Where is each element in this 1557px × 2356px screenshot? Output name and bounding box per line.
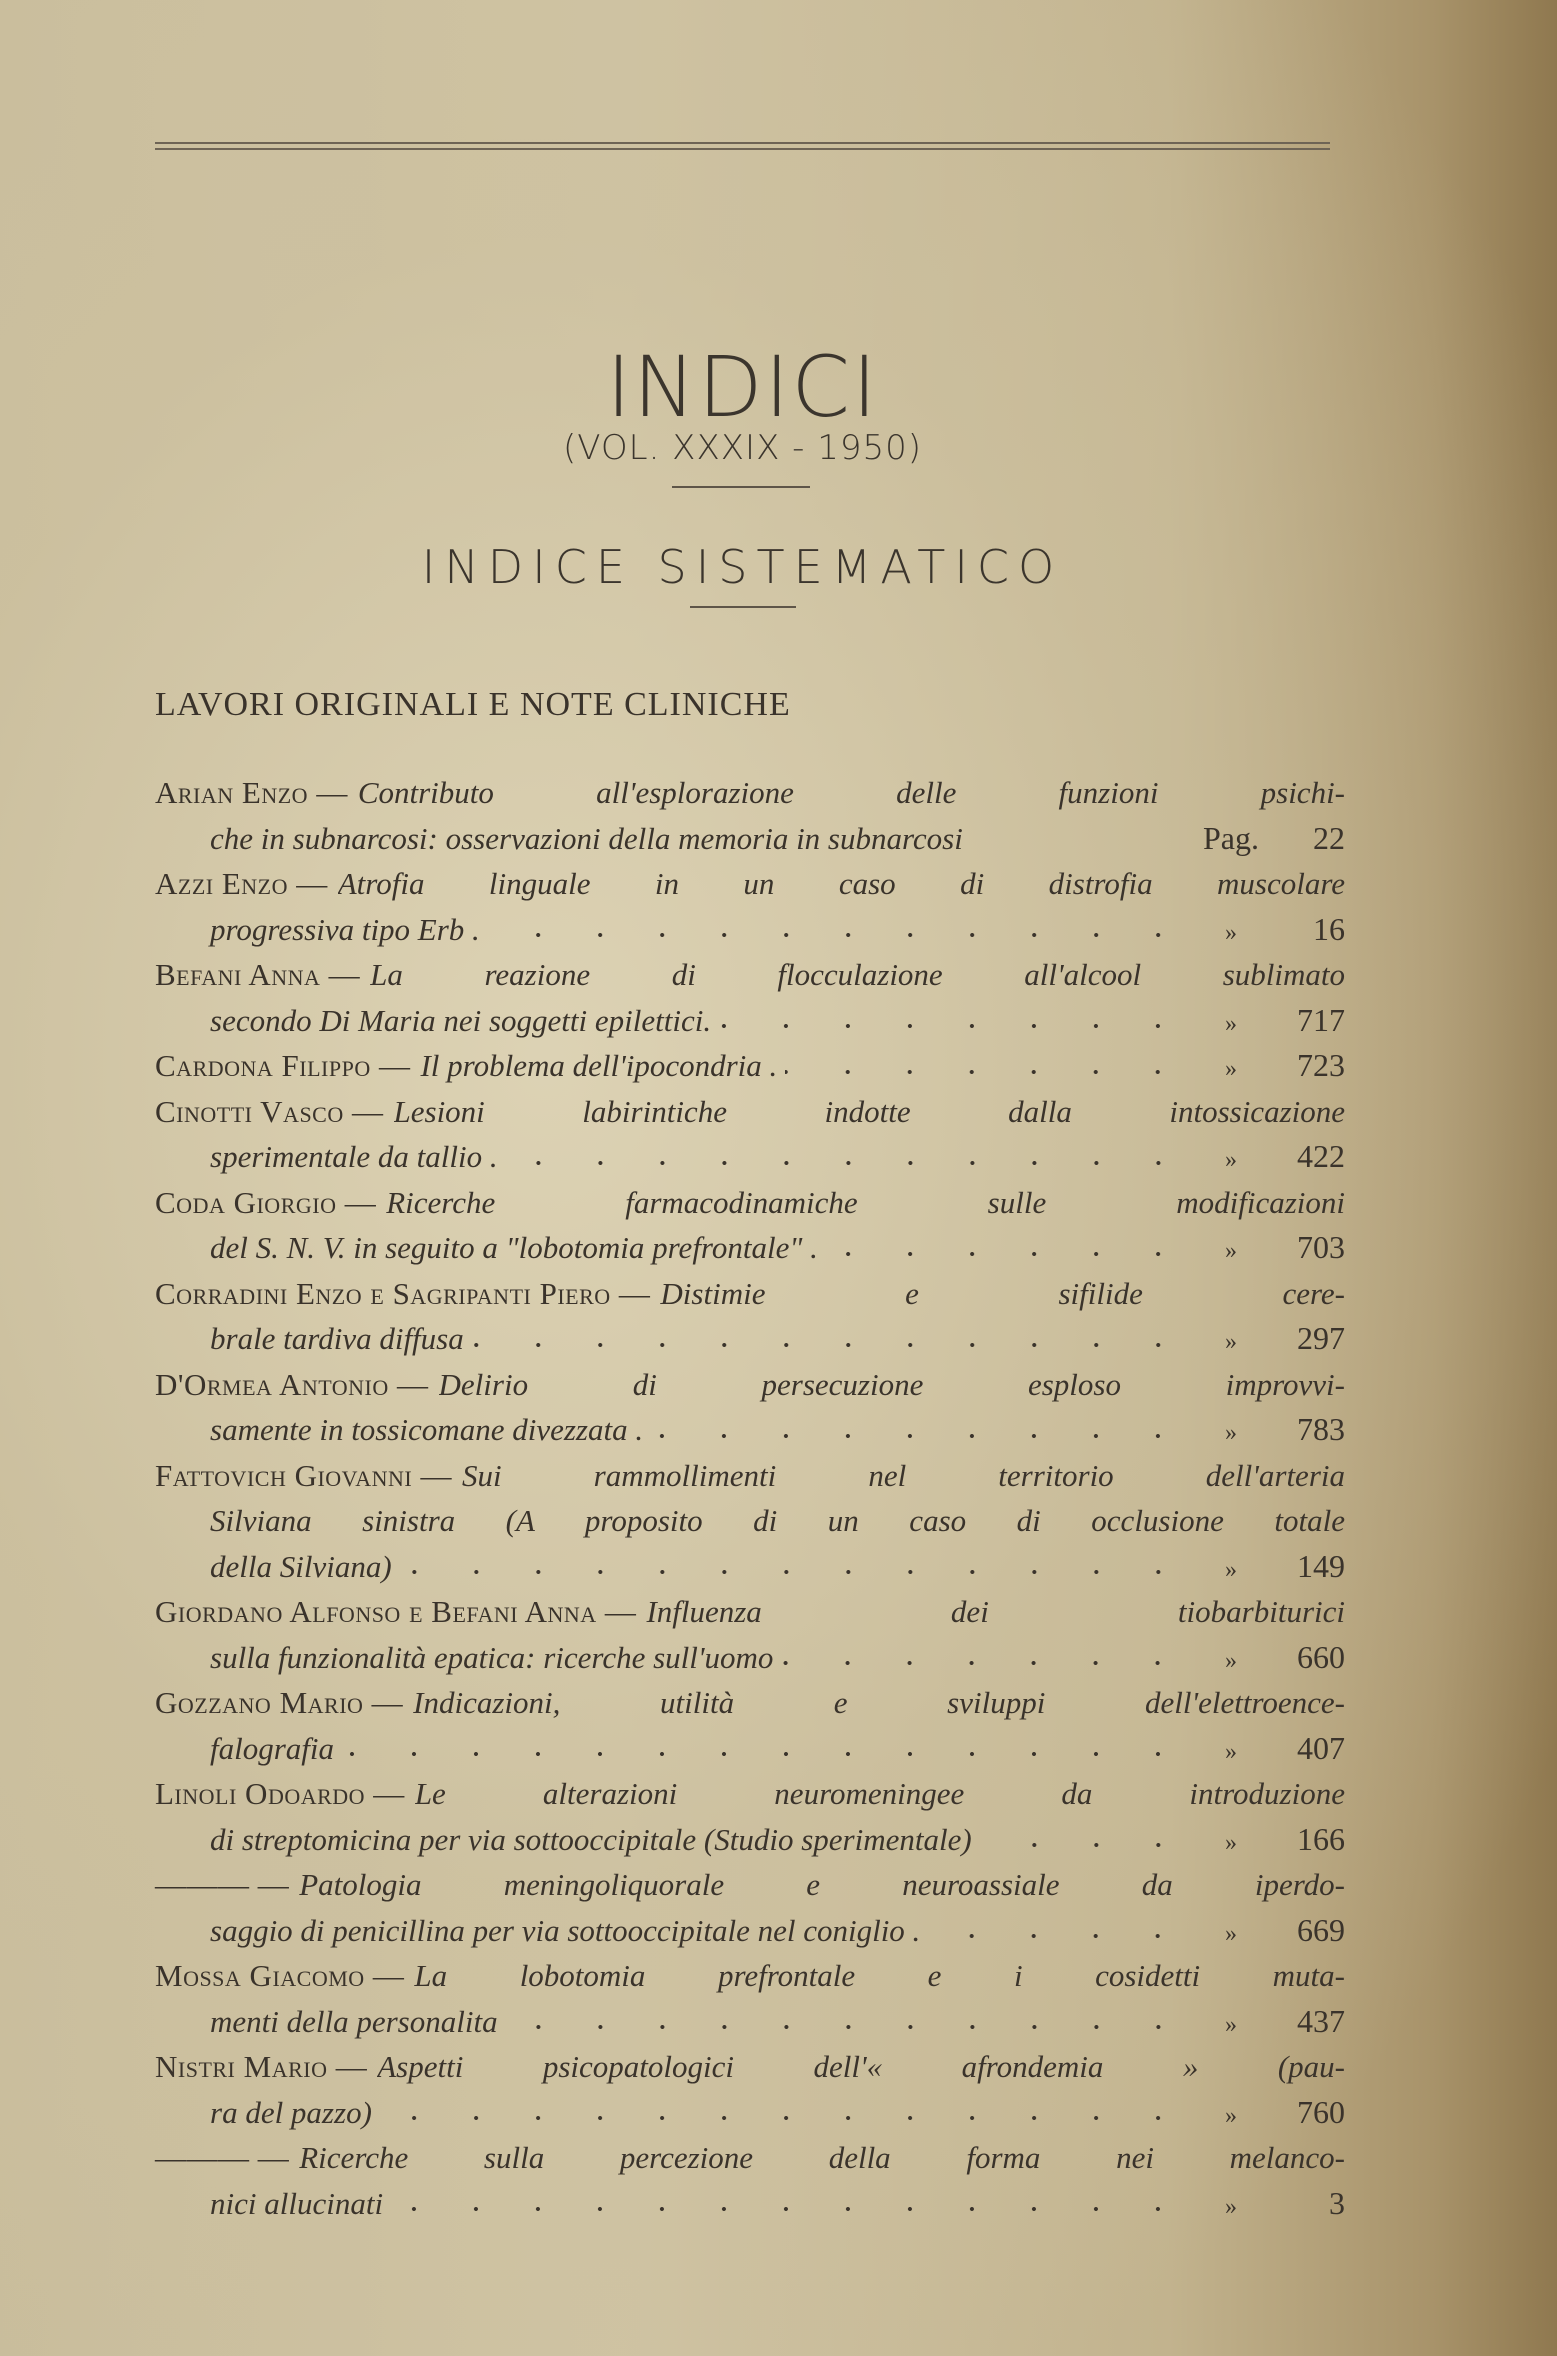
index-entry-line [155,998,1345,1044]
index-entry-line [155,1043,1345,1089]
index-subtitle: INDICE SISTEMATICO [421,540,1064,594]
dot-leader [980,1841,1189,1849]
ditto-mark: » [1225,1056,1237,1082]
dot-leader [651,1432,1189,1440]
entry-title: secondo Di Maria nei soggetti epilettici. [210,1002,712,1038]
entry-author: Nistri Mario — [155,2049,368,2084]
page-number: 166 [1297,1820,1345,1857]
index-entry-line [155,816,1345,862]
index-entry-line [155,1498,1345,1544]
page-number: 16 [1313,910,1345,947]
ditto-mark: » [1225,2011,1237,2038]
entry-title: Patologia meningoliquorale e neuroassiale da iperdo- [299,1867,1345,1902]
entry-title: Contributo all'esplorazione delle funzioni psichi- [357,775,1345,810]
page-number: 297 [1297,1320,1345,1356]
index-entry-line [155,1908,1345,1954]
entry-author: Cardona Filippo — [155,1048,411,1083]
dot-leader [928,1932,1189,1940]
page-number: 760 [1297,2093,1345,2130]
entry-title: Ricerche sulla percezione della forma nei melanco- [299,2140,1345,2175]
index-entry-line [155,1953,1345,1999]
entry-title: Lesioni labirintiche indotte dalla intossicazione [393,1093,1345,1129]
ditto-mark: » [1225,1238,1237,1264]
dot-leader [380,2114,1189,2122]
ditto-mark: » [1225,2193,1237,2220]
index-entry-line [155,770,1345,816]
entry-title: di streptomicina per via sottooccipitale (Studio sperimentale) [210,1821,972,1857]
page-number: 422 [1297,1138,1345,1174]
entry-author: Mossa Giacomo — [155,1958,405,1993]
entry-title: La lobotomia prefrontale e i cosidetti muta- [414,1958,1345,1993]
dot-leader [472,1341,1189,1349]
page-number: 149 [1297,1547,1345,1584]
index-entry-line [155,1271,1345,1317]
entry-title: progressiva tipo Erb . [210,911,480,947]
page-number: 703 [1297,1229,1345,1265]
ditto-mark: » [1225,1420,1237,1446]
index-entry-line [155,1635,1345,1681]
dot-leader [506,1159,1189,1167]
entry-title: sulla funzionalità epatica: ricerche sull'uomo [210,1639,774,1675]
index-entry-line [155,907,1345,953]
ditto-mark: » [1225,1147,1237,1173]
entry-title: Ricerche farmacodinamiche sulle modificazioni [386,1184,1345,1220]
index-entry-line [155,1771,1345,1817]
index-entries [155,770,1345,2226]
entry-author: Corradini Enzo e Sagripanti Piero — [155,1275,651,1311]
page-number: 3 [1329,2184,1345,2221]
entry-title: Atrofia linguale in un caso di distrofia muscolare [337,866,1345,901]
index-entry-line [155,1407,1345,1453]
entry-title: Aspetti psicopatologici dell'« afrondemia » (pau- [377,2049,1345,2084]
divider [690,606,796,608]
entry-author: Befani Anna — [155,957,361,992]
entry-author: Coda Giorgio — [155,1184,377,1220]
ditto-mark: » [1225,1010,1237,1037]
dot-leader [400,1568,1189,1576]
entry-title: Sui rammollimenti nel territorio dell'arteria [461,1457,1345,1493]
page-number: 660 [1297,1638,1345,1675]
dot-leader [506,2023,1189,2031]
index-entry-line [155,2181,1345,2227]
entry-author: Gozzano Mario — [155,1685,404,1720]
index-entry-line [155,1362,1345,1408]
page-title: INDICI [606,338,879,436]
entry-author: ——— — [155,2140,290,2175]
ditto-mark: » [1225,2102,1237,2129]
dot-leader [826,1250,1189,1258]
entry-title: Silviana sinistra (A proposito di un caso di occlusione totale [210,1503,1345,1538]
ditto-mark: » [1225,1920,1237,1947]
page-number: 437 [1297,2002,1345,2039]
ditto-mark: » [1225,919,1237,946]
entry-title: Distimie e sifilide cere- [660,1275,1345,1311]
entry-author: ——— — [155,1867,290,1902]
entry-title: Le alterazioni neuromeningee da introduzione [414,1776,1345,1811]
entry-title: che in subnarcosi: osservazioni della memoria in subnarcosi [210,820,963,856]
page-prefix: Pag. [1203,819,1259,856]
page-number: 407 [1297,1729,1345,1766]
index-entry-line [155,952,1345,998]
page-number: 669 [1297,1911,1345,1948]
ditto-mark: » [1225,1647,1237,1674]
entry-title: saggio di penicillina per via sottooccipitale nel coniglio . [210,1912,921,1948]
entry-title: nici allucinati [210,2185,384,2221]
index-entry-line [155,1316,1345,1362]
entry-author: Azzi Enzo — [155,866,328,901]
entry-title: Il problema dell'ipocondria . [420,1048,778,1083]
index-entry-line [155,1589,1345,1635]
entry-title: La reazione di flocculazione all'alcool sublimato [370,957,1345,992]
page-number: 22 [1313,819,1345,856]
entry-title: del S. N. V. in seguito a "lobotomia prefrontale" . [210,1230,818,1265]
index-entry-line [155,1180,1345,1226]
index-entry-line [155,1225,1345,1271]
entry-title: Indicazioni, utilità e sviluppi dell'elettroence- [413,1685,1345,1720]
ditto-mark: » [1225,1829,1237,1856]
ditto-mark: » [1225,1738,1237,1765]
index-entry-line [155,1817,1345,1863]
dot-leader [719,1022,1189,1030]
index-entry-line [155,1544,1345,1590]
entry-title: Delirio di persecuzione esploso improvvi- [438,1366,1345,1402]
entry-title: samente in tossicomane divezzata . [210,1412,644,1447]
ditto-mark: » [1225,1329,1237,1355]
index-entry-line [155,2044,1345,2090]
entry-title: ra del pazzo) [210,2094,372,2130]
index-entry-line [155,1862,1345,1908]
volume-label: (VOL. XXXIX - 1950) [562,428,923,468]
dot-leader [785,1068,1189,1076]
entry-author: Linoli Odoardo — [155,1776,405,1811]
entry-title: sperimentale da tallio . [210,1139,498,1174]
index-entry-line [155,2090,1345,2136]
dot-leader [342,1750,1189,1758]
index-entry-line [155,1453,1345,1499]
entry-author: D'Ormea Antonio — [155,1366,429,1402]
page-number: 783 [1297,1411,1345,1447]
entry-title: Influenza dei tiobarbiturici [646,1594,1345,1629]
index-entry-line [155,1680,1345,1726]
entry-title: menti della personalita [210,2003,498,2039]
index-entry-line [155,1726,1345,1772]
index-entry-line [155,861,1345,907]
dot-leader [391,2205,1189,2213]
index-entry-line [155,1089,1345,1135]
dot-leader [488,931,1189,939]
entry-author: Cinotti Vasco — [155,1093,384,1129]
index-entry-line [155,1134,1345,1180]
dot-leader [781,1659,1189,1667]
entry-author: Fattovich Giovanni — [155,1457,452,1493]
entry-author: Giordano Alfonso e Befani Anna — [155,1594,637,1629]
index-entry-line [155,1999,1345,2045]
divider [672,486,810,488]
double-rule [155,142,1330,150]
ditto-mark: » [1225,1556,1237,1583]
entry-author: Arian Enzo — [155,775,348,810]
entry-title: brale tardiva diffusa [210,1321,464,1356]
page-number: 717 [1297,1001,1345,1038]
page-number: 723 [1297,1047,1345,1083]
section-heading: LAVORI ORIGINALI E NOTE CLINICHE [155,686,791,723]
entry-title: della Silviana) [210,1548,392,1584]
entry-title: falografia [210,1730,335,1766]
index-entry-line [155,2135,1345,2181]
